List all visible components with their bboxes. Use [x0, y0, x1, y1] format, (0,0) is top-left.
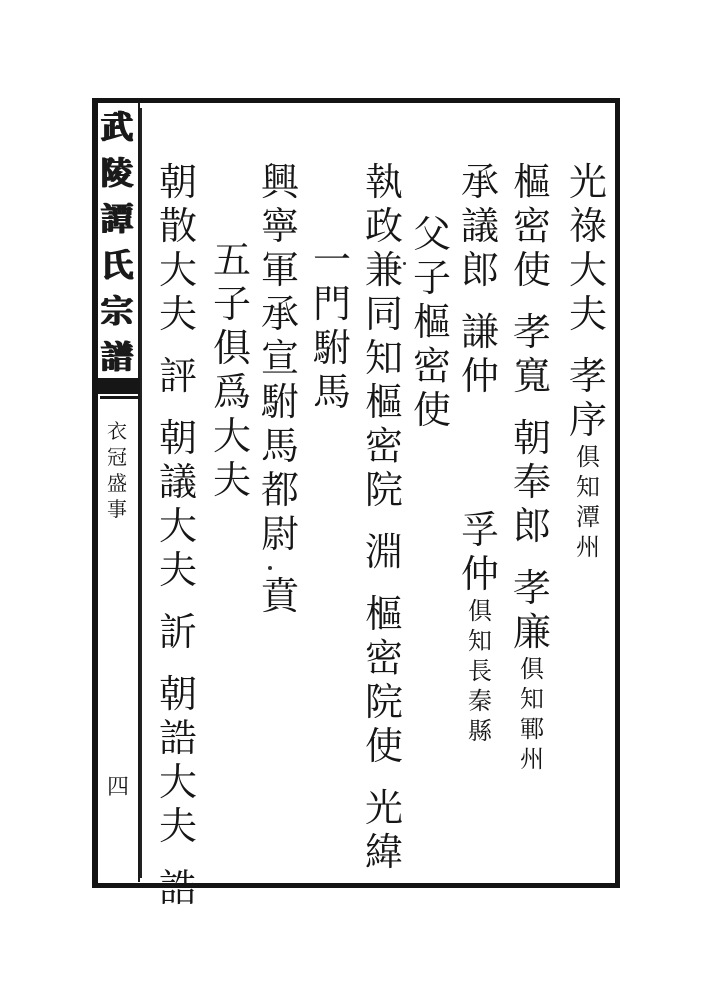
text-column-3: 承 議 郎 謙 仲 孚 仲 俱 知 長 秦 縣 — [460, 160, 499, 745]
fishtail-mark — [98, 378, 140, 394]
spine-title-char: 武 — [100, 108, 133, 146]
spine-book-title — [100, 104, 134, 382]
spine-title-char: 氏 — [100, 246, 133, 284]
text-column-6: 一 門 駙 馬 — [312, 238, 351, 414]
spine-subtitle-char: 衣 — [107, 419, 127, 443]
text-column-9: 朝 散 大 夫 評 朝 議 大 夫 訢 朝 誥 大 夫 誥 — [158, 160, 197, 910]
page-number: 四 — [106, 775, 129, 800]
spine-subtitle-char: 冠 — [107, 445, 127, 469]
text-column-7: 興 寧 軍 承 宣 駙 馬 都 尉 賁 — [260, 160, 299, 618]
text-column-5: 執 政 兼 同 知 樞 密 院 淵 樞 密 院 使 光 緯 — [364, 160, 403, 874]
spine-title-char: 譚 — [100, 200, 133, 238]
text-column-1: 光 祿 大 夫 孝 序 俱 知 潭 州 — [568, 160, 607, 561]
spine-subtitle-char: 事 — [107, 497, 127, 521]
spine-subtitle-char: 盛 — [107, 471, 127, 495]
ink-speck — [268, 566, 272, 570]
spine-title-char: 宗 — [100, 292, 133, 330]
spine-title-char: 陵 — [100, 154, 133, 192]
spine-title-char: 譜 — [100, 338, 133, 376]
text-column-4: 父 子 樞 密 使 — [412, 212, 451, 432]
fishtail-line — [100, 396, 138, 399]
spine-section-title — [100, 418, 134, 522]
text-column-8: 五 子 俱 爲 大 夫 — [212, 238, 251, 502]
text-column-2: 樞 密 使 孝 寬 朝 奉 郎 孝 廉 俱 知 鄆 州 — [512, 160, 551, 773]
ink-speck — [403, 262, 406, 265]
